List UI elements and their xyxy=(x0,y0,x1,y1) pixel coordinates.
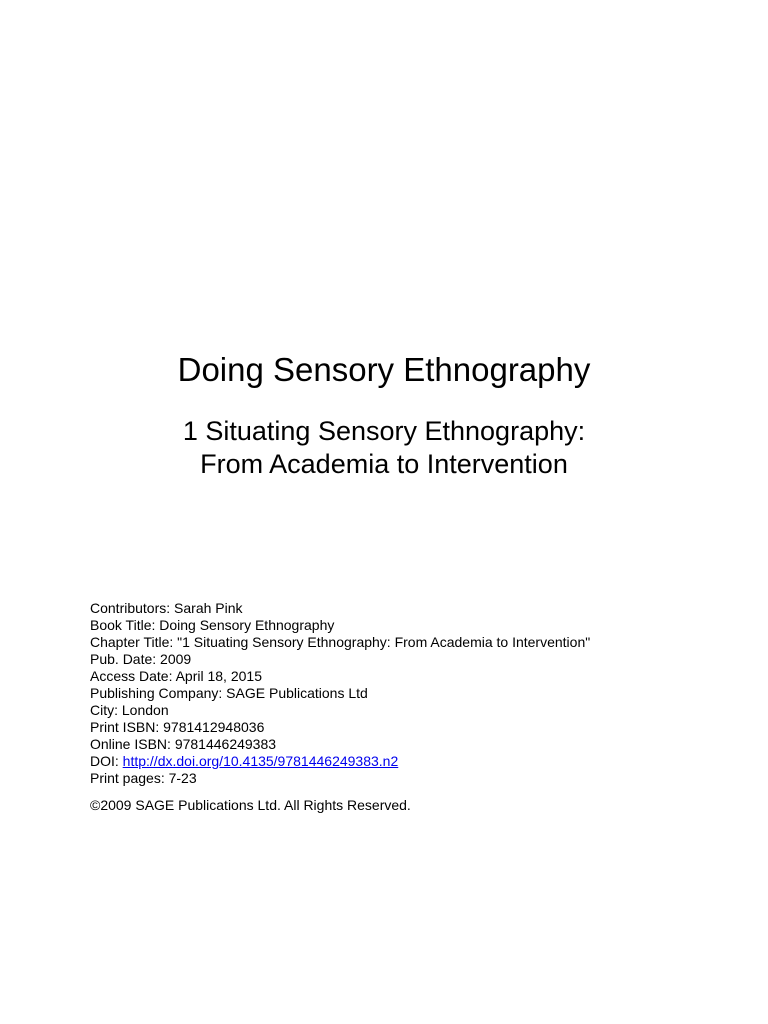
contributors: Contributors: Sarah Pink xyxy=(90,600,243,616)
doi-label: DOI: xyxy=(90,753,123,769)
copyright-notice: ©2009 SAGE Publications Ltd. All Rights Reserved. xyxy=(90,797,411,813)
print-pages: Print pages: 7-23 xyxy=(90,770,197,786)
chapter-title xyxy=(0,415,768,481)
citation-metadata xyxy=(90,600,590,787)
publishing-company: Publishing Company: SAGE Publications Ltd xyxy=(90,685,368,701)
book-title-meta: Book Title: Doing Sensory Ethnography xyxy=(90,617,335,633)
chapter-title-meta: Chapter Title: "1 Situating Sensory Ethnography: From Academia to Intervention" xyxy=(90,634,591,650)
doi-link[interactable]: http://dx.doi.org/10.4135/9781446249383.n2 xyxy=(122,753,399,769)
city: City: London xyxy=(90,702,169,718)
chapter-title-line-1: 1 Situating Sensory Ethnography: xyxy=(182,416,586,446)
print-isbn: Print ISBN: 9781412948036 xyxy=(90,719,265,735)
doi-line xyxy=(90,753,590,770)
pub-date: Pub. Date: 2009 xyxy=(90,651,192,667)
access-date: Access Date: April 18, 2015 xyxy=(90,668,262,684)
book-title: Doing Sensory Ethnography xyxy=(177,351,591,388)
chapter-title-line-2: From Academia to Intervention xyxy=(200,449,568,479)
online-isbn: Online ISBN: 9781446249383 xyxy=(90,736,277,752)
